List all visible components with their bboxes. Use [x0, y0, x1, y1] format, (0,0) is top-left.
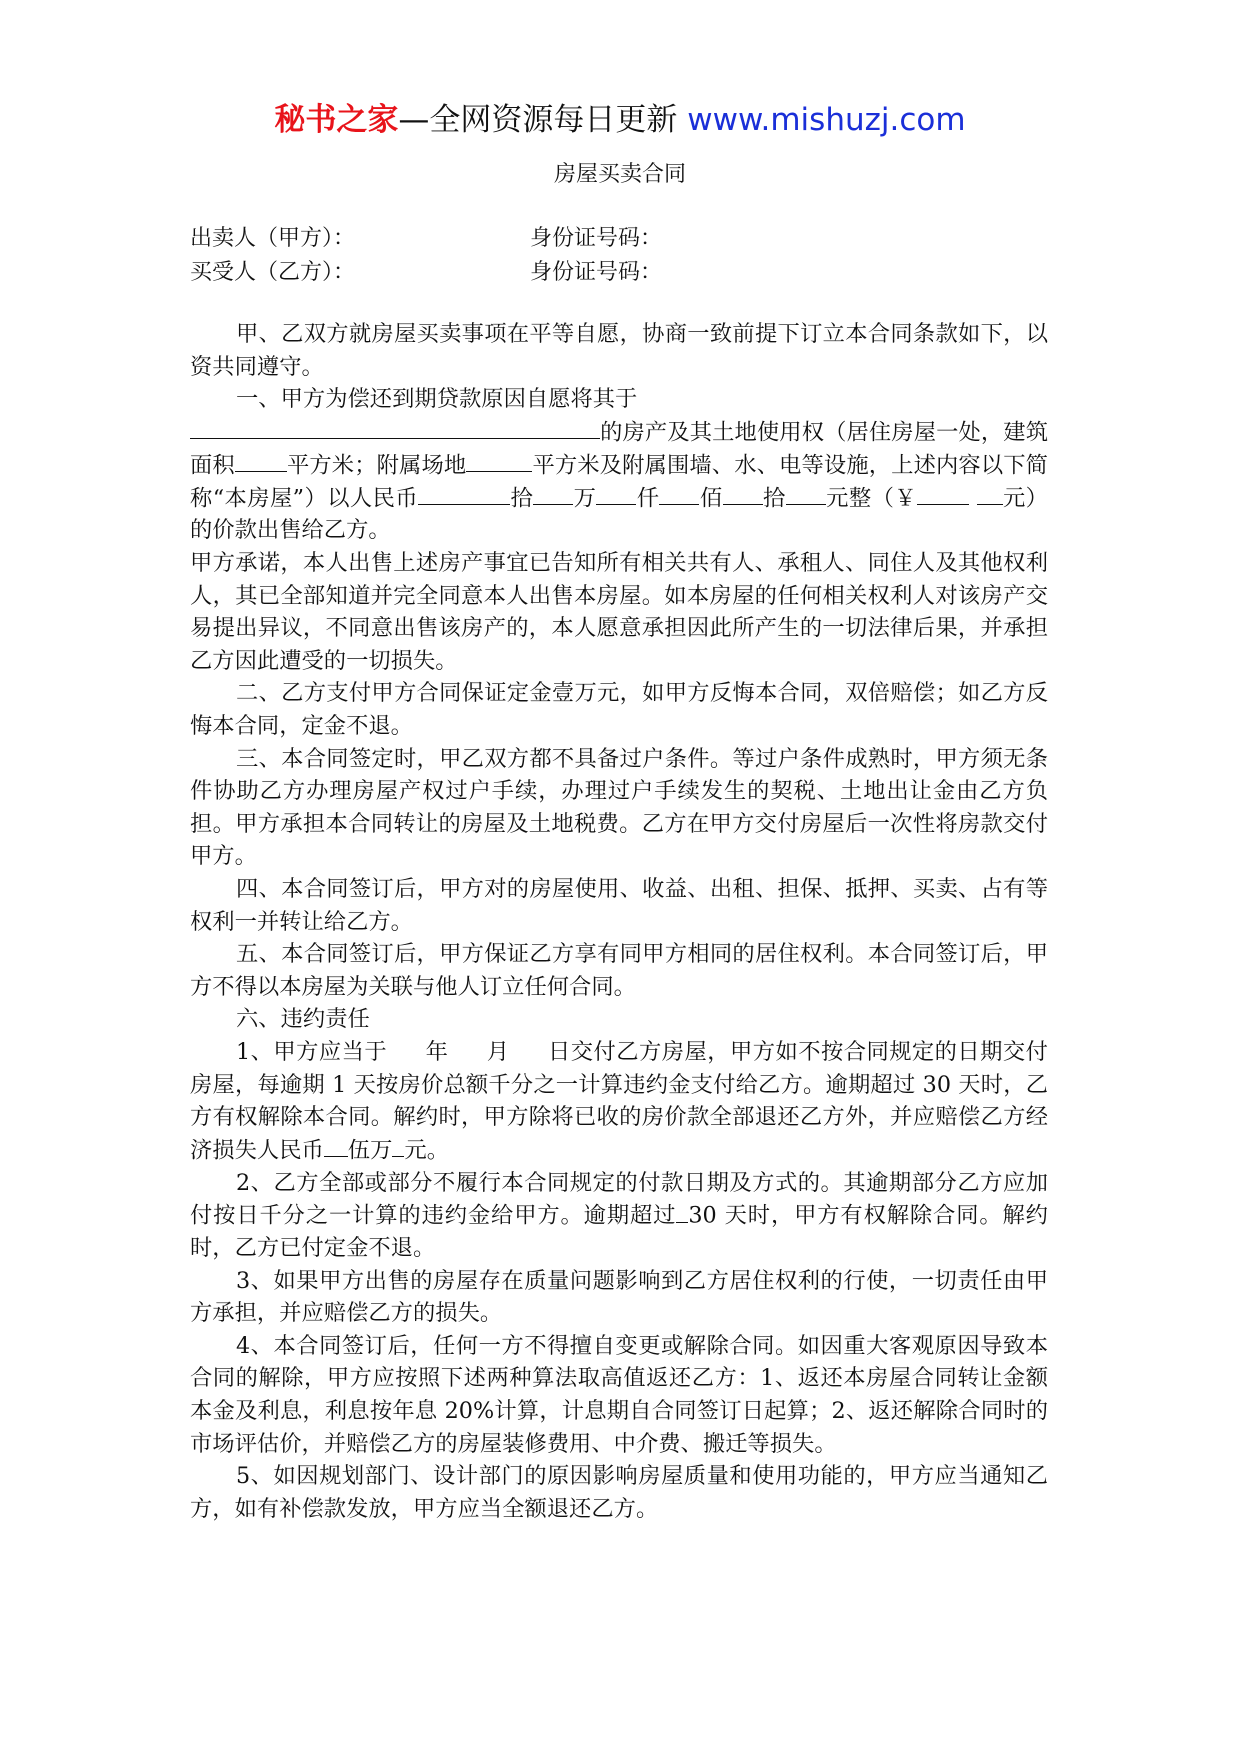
contract-body [190, 318, 1048, 1525]
blank-price-tens[interactable] [723, 482, 763, 505]
clause-5: 5、如因规划部门、设计部门的原因影响房屋质量和使用功能的，甲方应当通知乙方，如有补偿款发放，甲方应当全额退还乙方。 [190, 1463, 1048, 1522]
overdue-days: 30 [688, 1202, 717, 1229]
article-4: 四、本合同签订后，甲方对的房屋使用、收益、出租、担保、抵押、买卖、占有等权利一并转让给乙方。 [190, 875, 1048, 935]
blank-property-location[interactable] [190, 416, 600, 439]
seller-row [190, 222, 1050, 256]
blank-price-figure-a[interactable] [917, 482, 969, 505]
article-2: 二、乙方支付甲方合同保证定金壹万元，如甲方反悔本合同，双倍赔偿；如乙方反悔本合同，定金不退。 [190, 680, 1048, 740]
article-3: 三、本合同签定时，甲乙双方都不具备过户条件。等过户条件成熟时，甲方须无条件协助乙方办理房屋产权过户手续，办理过户手续发生的契税、土地出让金由乙方负担。甲方承担本合同转让的房屋及土地税费。乙方在甲方交付房屋后一次性将房款交付甲方。 [190, 745, 1048, 870]
page-title: 房屋买卖合同 [553, 162, 686, 187]
blank-price-thousand[interactable] [596, 482, 636, 505]
buyer-row [190, 256, 1050, 290]
seller-label: 出卖人（甲方）： [190, 226, 356, 251]
blank-price-figure-b[interactable] [977, 482, 1003, 505]
clause-1: 1、甲方应当于 年 月 日交付乙方房屋，甲方如不按合同规定的日期交付房屋，每逾期 1 天按房价总额千分之一计算违约金支付给乙方。逾期超过 30 天时，乙方有权解除本合同。解约时，甲方除将已收的房价款全部退还乙方外，并应赔偿乙方经济损失人民币 伍万 元。 [190, 1038, 1048, 1164]
buyer-label: 买受人（乙方）： [190, 260, 356, 285]
site-banner [0, 100, 1240, 140]
banner-brand: 秘书之家 [274, 102, 399, 138]
banner-slogan: —全网资源每日更新 [398, 102, 678, 138]
compensation-amount: 伍万 [347, 1137, 393, 1164]
blank-building-area[interactable] [235, 449, 287, 472]
article-5: 五、本合同签订后，甲方保证乙方享有同甲方相同的居住权利。本合同签订后，甲方不得以本房屋为关联与他人订立任何合同。 [190, 941, 1048, 1000]
blank-compensation-post [392, 1134, 404, 1157]
clause-2: 2、乙方全部或部分不履行本合同规定的付款日期及方式的。其逾期部分乙方应加付按日千分之一计算的违约金给甲方。逾期超过 30 天时，甲方有权解除合同。解约时，乙方已付定金不退。 [190, 1169, 1048, 1262]
article-1-body: 的房产及其土地使用权（居住房屋一处，建筑面积 平方米；附属场地 平方米及附属围墙、水、电等设施，上述内容以下简称“本房屋”）以人民币 拾 万 仟 佰 拾 元整（￥ 元）的价款出售给乙方。 [190, 416, 1048, 547]
blank-price-units[interactable] [786, 482, 826, 505]
banner-site-link[interactable]: www.mishuzj.com [687, 102, 966, 138]
clause-4: 4、本合同签订后，任何一方不得擅自变更或解除合同。如因重大客观原因导致本合同的解除，甲方应按照下述两种算法取高值返还乙方：1、返还本房屋合同转让金额本金及利息，利息按年息 20%计算，计息期自合同签订日起算；2、返还解除合同时的市场评估价，并赔偿乙方的房屋装修费用、中介费、搬迁等损失。 [190, 1332, 1048, 1457]
blank-overdue-pre [676, 1199, 688, 1222]
promise-paragraph: 甲方承诺，本人出售上述房产事宜已告知所有相关共有人、承租人、同住人及其他权利人，其已全部知道并完全同意本人出售本房屋。如本房屋的任何相关权利人对该房产交易提出异议，不同意出售该房产的，本人愿意承担因此所产生的一切法律后果，并承担乙方因此遭受的一切损失。 [190, 550, 1048, 674]
blank-site-area[interactable] [466, 449, 532, 472]
buyer-id-label: 身份证号码： [530, 260, 663, 285]
blank-price-10k[interactable] [418, 482, 510, 505]
seller-id-label: 身份证号码： [530, 226, 663, 251]
intro-paragraph: 甲、乙双方就房屋买卖事项在平等自愿，协商一致前提下订立本合同条款如下，以资共同遵守。 [190, 321, 1048, 380]
blank-compensation-pre [324, 1134, 348, 1157]
blank-price-hundred[interactable] [659, 482, 699, 505]
article-6-heading: 六、违约责任 [236, 1006, 370, 1033]
article-1-lead: 一、甲方为偿还到期贷款原因自愿将其于 [236, 386, 638, 413]
clause-3: 3、如果甲方出售的房屋存在质量问题影响到乙方居住权利的行使，一切责任由甲方承担，并应赔偿乙方的损失。 [190, 1267, 1048, 1327]
parties-block [190, 222, 1050, 290]
blank-price-ten[interactable] [533, 482, 573, 505]
